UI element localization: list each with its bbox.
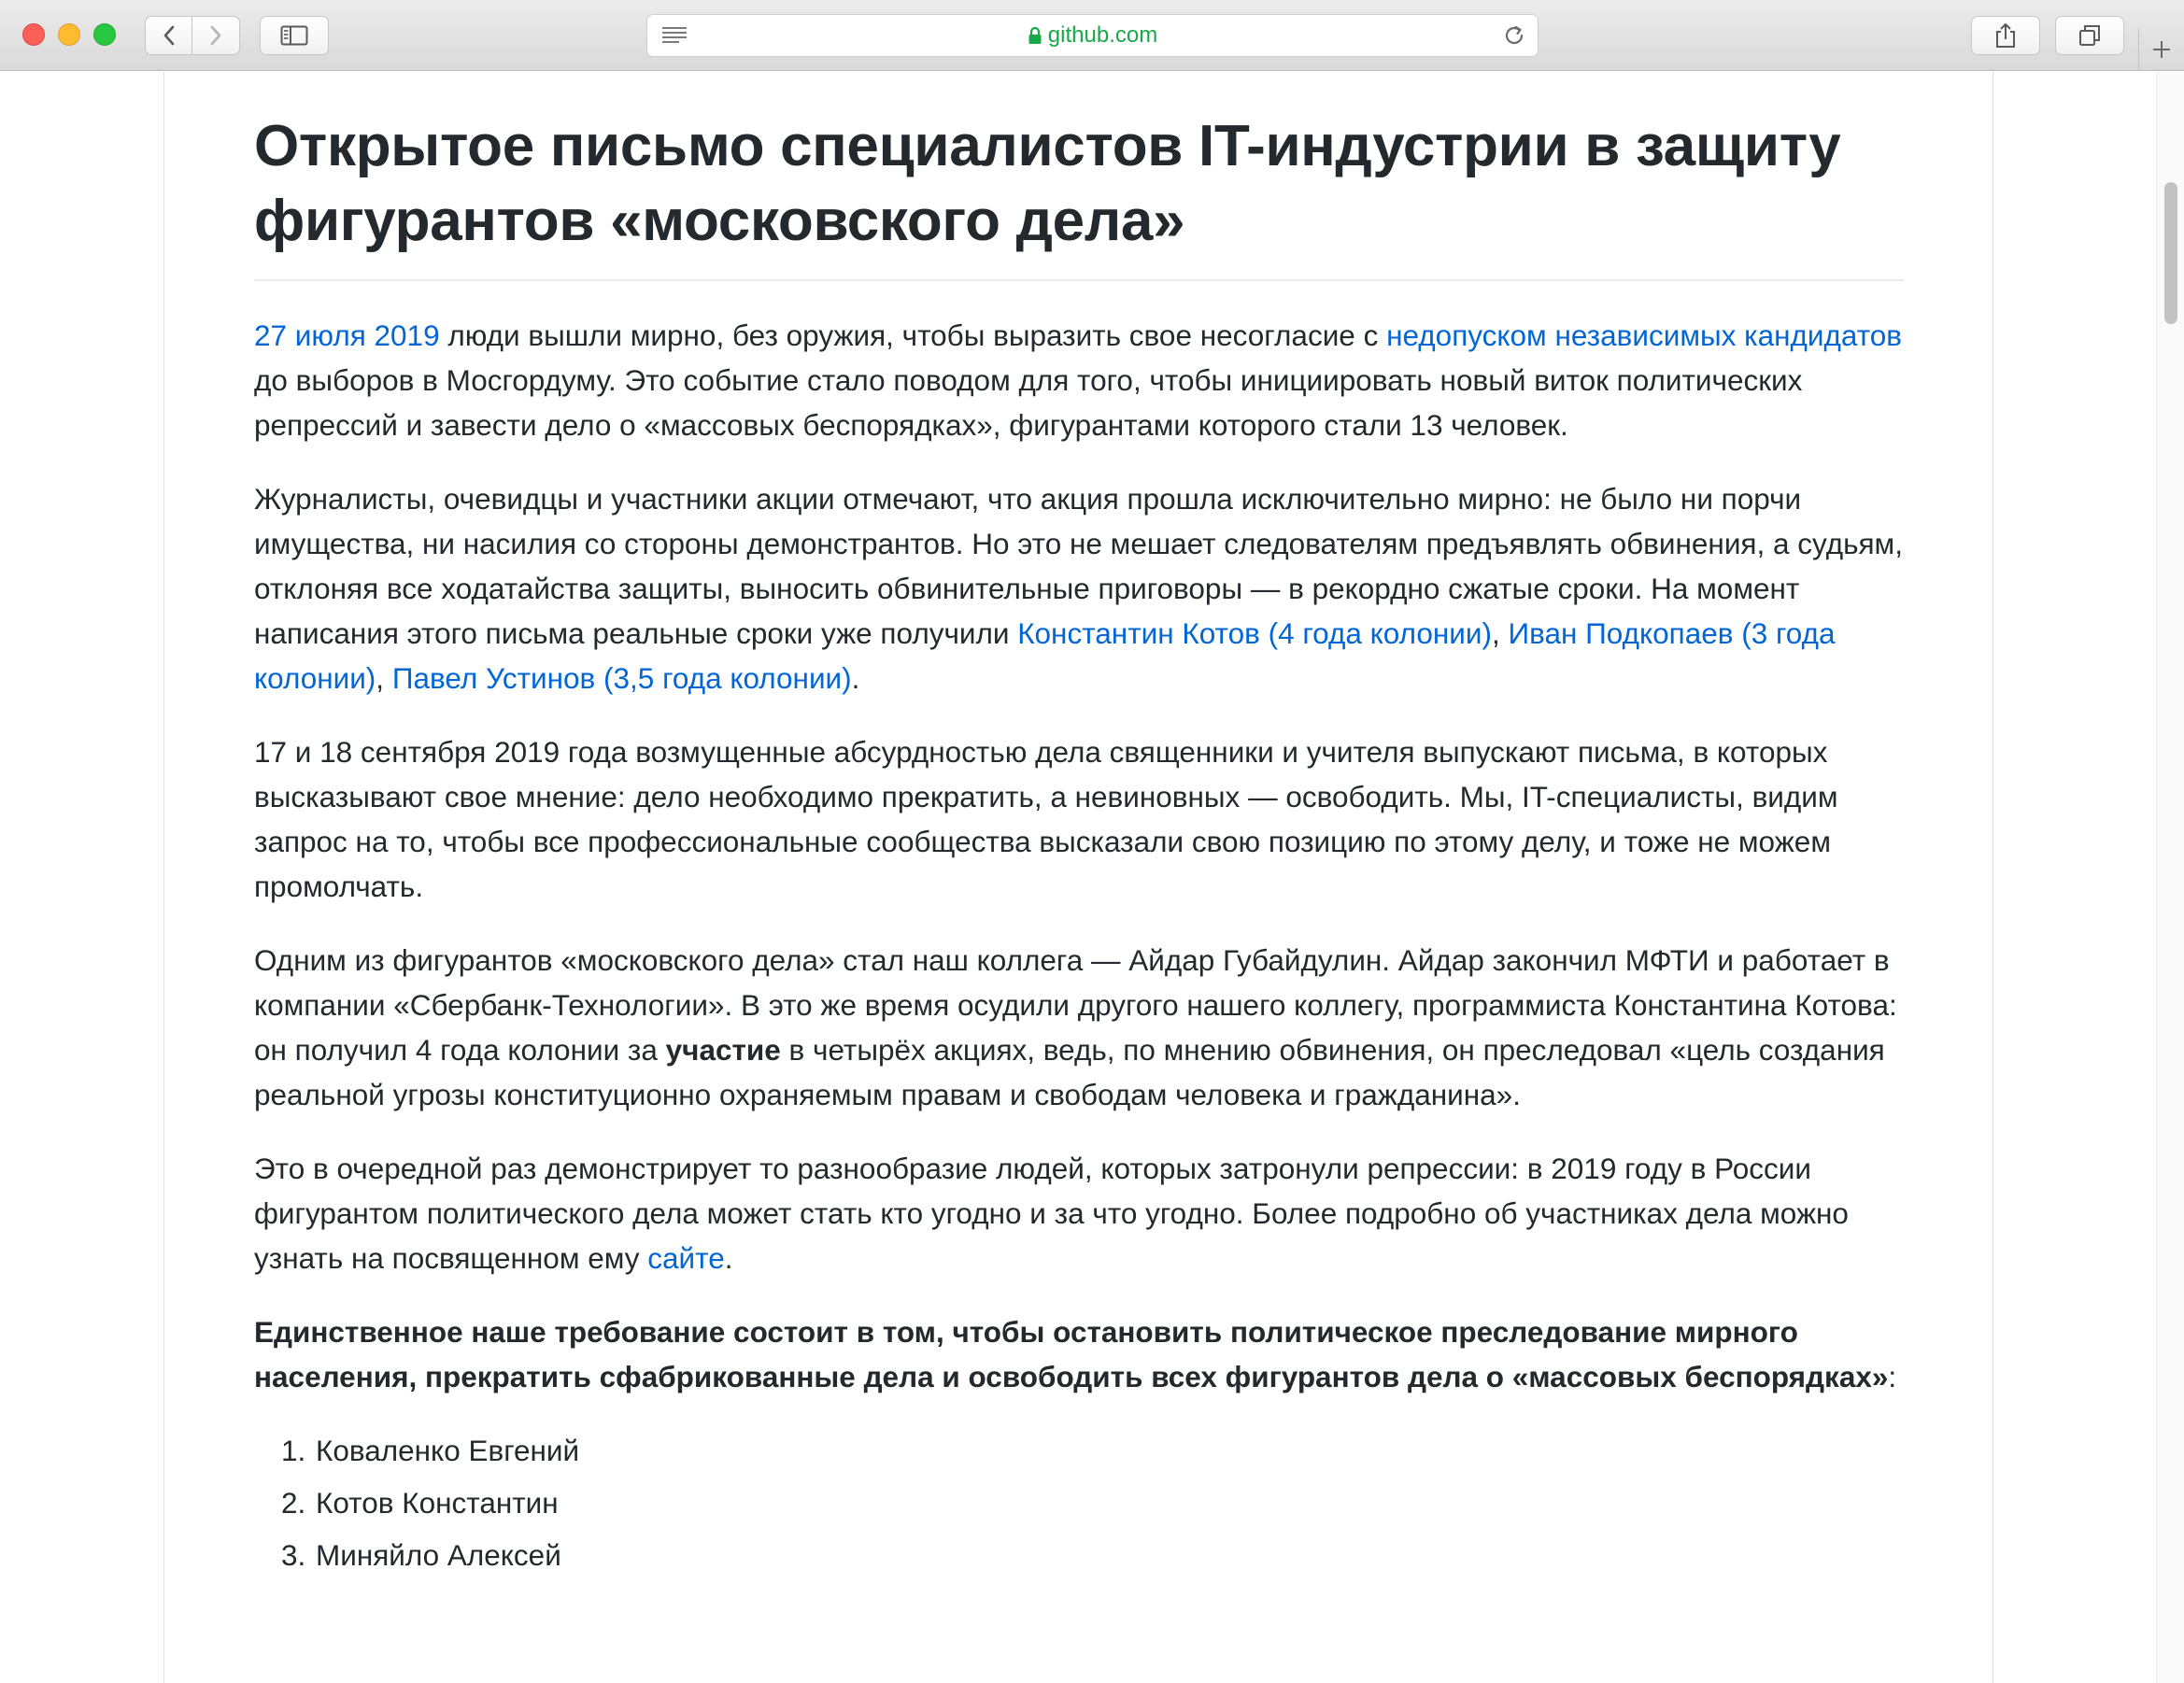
lock-icon — [1028, 26, 1042, 45]
share-button[interactable] — [1971, 16, 2040, 55]
sidebar-icon — [280, 25, 308, 46]
list-item: 1. Коваленко Евгений — [314, 1428, 1904, 1473]
paragraph-5: Это в очередной раз демонстрирует то разнообразие людей, которых затронули репрессии: в 2019 году в России фигурантом политического дела может стать кто угодно и за что угодно. Более подробно об участниках дела можно узнать на посвященном ему сайте. — [254, 1152, 1849, 1275]
url-text: github.com — [1047, 22, 1158, 48]
plus-icon — [2151, 39, 2172, 60]
site-link[interactable]: сайте — [647, 1241, 725, 1275]
sidebar-button[interactable] — [260, 16, 329, 55]
ustinov-link[interactable]: Павел Устинов (3,5 года колонии) — [391, 661, 852, 695]
browser-toolbar — [0, 0, 2184, 71]
address-bar[interactable] — [646, 14, 1539, 57]
back-button[interactable] — [145, 16, 192, 55]
bold-participation: участие — [665, 1033, 781, 1067]
paragraph-3: 17 и 18 сентября 2019 года возмущенные абсурдностью дела священники и учителя выпускают письма, в которых высказывают свое мнение: дело необходимо прекратить, а невиновных — освободить. Мы, IT-специалисты, видим запрос на то, чтобы все профессиональные сообщества высказали свою позицию по этому делу, и тоже не можем промолчать. — [254, 735, 1838, 903]
share-icon — [1994, 22, 2017, 49]
content-border-left — [163, 72, 164, 1683]
reload-icon[interactable] — [1502, 23, 1526, 48]
defendants-list — [254, 1428, 1904, 1577]
chevron-left-icon — [162, 24, 177, 47]
tabs-overview-button[interactable] — [2055, 16, 2124, 55]
minimize-window-button[interactable] — [58, 23, 80, 46]
list-item: 2. Котов Константин — [314, 1480, 1904, 1525]
paragraph-1: 27 июля 2019 люди вышли мирно, без оружия, чтобы выразить свое несогласие с недопуском независимых кандидатов до выборов в Мосгордуму. Это событие стало поводом для того, чтобы инициировать новый виток политических репрессий и завести дело о «массовых беспорядках», фигурантами которого стали 13 человек. — [254, 318, 1903, 442]
list-item: 3. Миняйло Алексей — [314, 1533, 1904, 1577]
paragraph-4: Одним из фигурантов «московского дела» стал наш коллега — Айдар Губайдулин. Айдар закончил МФТИ и работает в компании «Сбербанк-Технологии». В это же время осудили другого нашего коллегу, программиста Константина Котова: он получил 4 года колонии за участие в четырёх акциях, ведь, по мнению обвинения, он преследовал «цель создания реальной угрозы конституционно охраняемым правам и свободам человека и гражданина». — [254, 943, 1897, 1111]
fullscreen-window-button[interactable] — [93, 23, 116, 46]
markdown-article — [254, 109, 1904, 1585]
podkopaev-link[interactable]: Иван Подкопаев (3 года колонии) — [254, 616, 1836, 695]
scrollbar-thumb[interactable] — [2164, 182, 2177, 324]
candidates-link[interactable]: недопуском независимых кандидатов — [1386, 318, 1903, 352]
close-window-button[interactable] — [22, 23, 45, 46]
vertical-scrollbar[interactable] — [2156, 72, 2184, 1683]
address-center — [647, 15, 1538, 56]
new-tab-button[interactable] — [2138, 28, 2184, 71]
tabs-icon — [2078, 23, 2102, 48]
paragraph-demand: Единственное наше требование состоит в том, чтобы остановить политическое преследование мирного населения, прекратить сфабрикованные дела и освободить всех фигурантов дела о «массовых беспорядках»: — [254, 1315, 1897, 1393]
date-link[interactable]: 27 июля 2019 — [254, 318, 440, 352]
page-title: Открытое письмо специалистов IT-индустрии в защиту фигурантов «московского дела» — [254, 109, 1904, 281]
navigation-buttons — [145, 16, 240, 55]
page-viewport — [0, 72, 2184, 1683]
paragraph-2: Журналисты, очевидцы и участники акции отмечают, что акция прошла исключительно мирно: не было ни порчи имущества, ни насилия со стороны демонстрантов. Но это не мешает следователям предъявлять обвинения, а судьям, отклоняя все ходатайства защиты, выносить обвинительные приговоры — в рекордно сжатые сроки. На момент написания этого письма реальные сроки уже получили Константин Котов (4 года колонии), Иван Подкопаев (3 года колонии), Павел Устинов (3,5 года колонии). — [254, 482, 1903, 695]
chevron-right-icon — [208, 24, 223, 47]
forward-button[interactable] — [192, 16, 240, 55]
kotov-link[interactable]: Константин Котов (4 года колонии) — [1017, 616, 1492, 650]
